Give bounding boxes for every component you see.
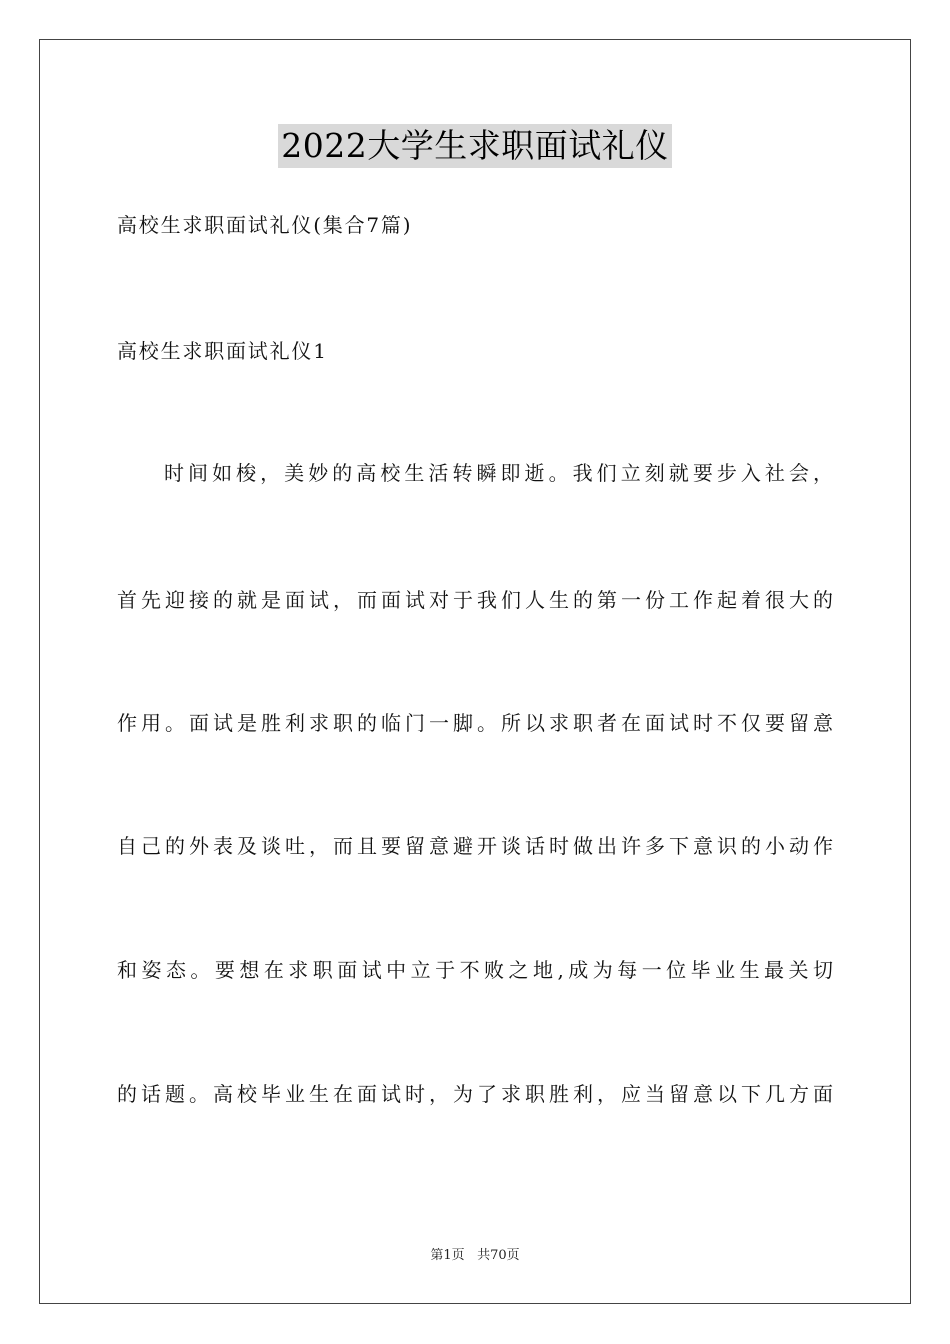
paragraph-line-6: 的话题。高校毕业生在面试时，为了求职胜利，应当留意以下几方面 <box>117 1082 833 1106</box>
paragraph-line-1: 时间如梭，美妙的高校生活转瞬即逝。我们立刻就要步入社会， <box>164 461 833 485</box>
document-title: 2022大学生求职面试礼仪 <box>278 124 671 168</box>
paragraph-line-2: 首先迎接的就是面试，而面试对于我们人生的第一份工作起着很大的 <box>117 588 833 612</box>
page-number: 第1页 <box>430 1248 465 1263</box>
paragraph-line-5: 和姿态。要想在求职面试中立于不败之地,成为每一位毕业生最关切 <box>117 958 833 982</box>
paragraph-line-3: 作用。面试是胜利求职的临门一脚。所以求职者在面试时不仅要留意 <box>117 711 833 735</box>
page-total: 共70页 <box>477 1248 520 1263</box>
title-container <box>0 124 950 168</box>
document-subtitle: 高校生求职面试礼仪(集合7篇) <box>117 213 413 237</box>
paragraph-line-4: 自己的外表及谈吐，而且要留意避开谈话时做出许多下意识的小动作 <box>117 834 833 858</box>
section-heading: 高校生求职面试礼仪1 <box>117 339 328 363</box>
page-footer <box>0 1247 950 1265</box>
